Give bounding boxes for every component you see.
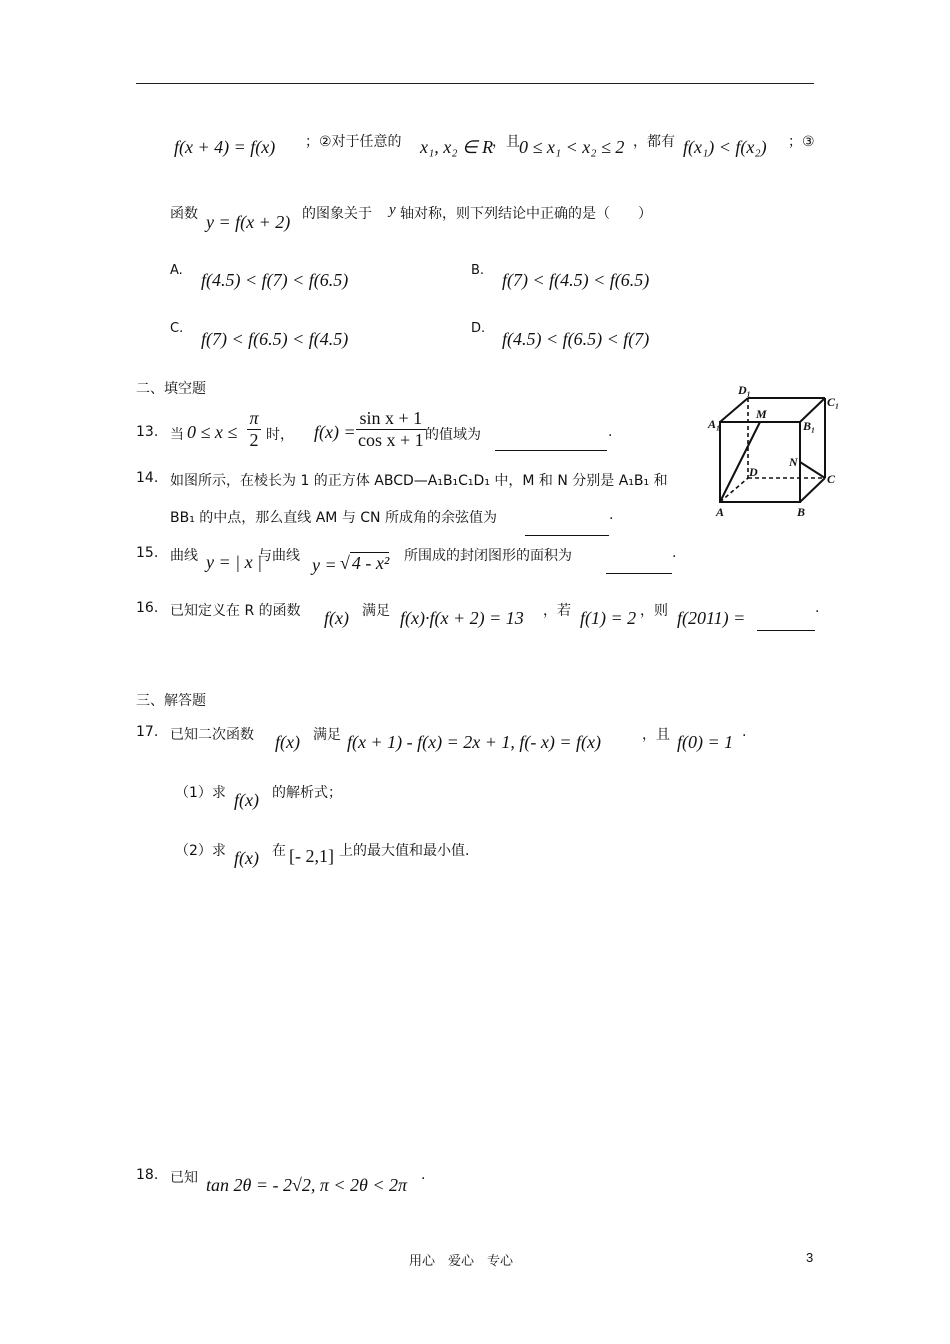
- q17-condition: f(x + 1) - f(x) = 2x + 1, f(- x) = f(x): [347, 732, 601, 752]
- q15-radicand: 4 - x²: [351, 553, 390, 573]
- q12-text-cond3: ；③: [788, 134, 815, 150]
- q16-answer-blank[interactable]: [757, 616, 815, 635]
- q13-number: 13.: [136, 424, 159, 440]
- q17-sub2-text-on: 在: [272, 843, 286, 859]
- option-c-label: C.: [170, 321, 184, 336]
- q16-text-then: ，则: [640, 603, 668, 619]
- line-am: [720, 422, 760, 502]
- q16-period: .: [815, 600, 820, 616]
- q16-text-defined: 已知定义在 R 的函数: [170, 603, 301, 619]
- q12-text-has: ，都有: [633, 134, 675, 150]
- q14-period: .: [609, 507, 614, 523]
- option-a-label: A.: [170, 263, 183, 278]
- q12-conclusion: f(x₁) < f(x₂): [683, 137, 767, 157]
- q15-text-area: 所围成的封闭图形的面积为: [404, 548, 572, 564]
- q15-text-curve: 曲线: [170, 548, 198, 564]
- cube-front-face: [720, 422, 800, 502]
- label-d: D: [749, 465, 758, 479]
- q17-sub1-fx: f(x): [234, 790, 259, 810]
- q18-number: 18.: [136, 1167, 159, 1183]
- cube-edge-bc: [800, 478, 825, 502]
- option-d-label: D.: [471, 321, 486, 336]
- q15-eq2-lhs: y =: [312, 555, 337, 575]
- q17-text-given: 已知二次函数: [170, 727, 254, 743]
- q13-pi-frac: [246, 408, 262, 451]
- q12-y-var: y: [389, 202, 396, 218]
- q14-number: 14.: [136, 470, 159, 486]
- q13-pi: π: [249, 408, 259, 428]
- q17-sub2-text-max-min: 上的最大值和最小值.: [339, 843, 470, 859]
- q17-sub1-label: （1）求: [175, 785, 226, 801]
- q13-period: .: [608, 424, 613, 440]
- q17-period: .: [742, 724, 747, 740]
- q16-condition: f(x)·f(x + 2) = 13: [400, 608, 524, 628]
- q17-number: 17.: [136, 724, 159, 740]
- q17-condition2: f(0) = 1: [677, 732, 734, 752]
- q12-text-cond2: ；②对于任意的: [305, 134, 402, 150]
- label-d1: D₁: [738, 383, 751, 397]
- option-b-expr: f(7) < f(4.5) < f(6.5): [502, 270, 650, 290]
- q15-text-and-curve: 与曲线: [258, 548, 300, 564]
- section-fill-blank-title: 二、填空题: [136, 381, 206, 397]
- q15-sqrt: √ 4 - x²: [340, 553, 390, 573]
- q16-condition2: f(1) = 2: [580, 608, 637, 628]
- q13-denominator: cos x + 1: [358, 430, 424, 450]
- label-a: A: [716, 505, 725, 519]
- q13-numerator: sin x + 1: [356, 408, 426, 430]
- page-number: 3: [806, 1250, 814, 1265]
- option-c-expr: f(7) < f(6.5) < f(4.5): [201, 329, 349, 349]
- q14-line2: BB₁ 的中点，那么直线 AM 与 CN 所成角的余弦值为: [170, 510, 497, 526]
- option-d-expr: f(4.5) < f(6.5) < f(7): [502, 329, 650, 349]
- q17-sub2-interval: [- 2,1]: [289, 846, 334, 866]
- label-c: C: [827, 472, 836, 486]
- label-b1: B₁: [803, 419, 816, 433]
- q13-text-range: 的值域为: [425, 427, 481, 443]
- q13-range: 0 ≤ x ≤: [187, 422, 238, 442]
- q13-fx: f(x) =: [314, 422, 356, 442]
- q16-text-if: ，若: [543, 603, 571, 619]
- q14-line1: 如图所示，在棱长为 1 的正方体 ABCD—A₁B₁C₁D₁ 中，M 和 N 分别是 A₁B₁ 和: [170, 473, 668, 489]
- q12-text-function: 函数: [170, 206, 198, 222]
- q12-eq-periodic: f(x + 4) = f(x): [174, 137, 276, 157]
- footer-motto: 用心 爱心 专心: [409, 1254, 514, 1269]
- q12-eq-shift: y = f(x + 2): [206, 212, 291, 232]
- cube-figure: [700, 380, 850, 520]
- q15-answer-blank[interactable]: [606, 559, 672, 578]
- q12-text-graph: 的图象关于: [302, 206, 372, 222]
- q13-text-time: 时，: [266, 427, 294, 443]
- q12-ineq: 0 ≤ x₁ < x₂ ≤ 2: [519, 137, 625, 157]
- q16-fx: f(x): [324, 608, 349, 628]
- q15-period: .: [672, 545, 677, 561]
- header-rule: [136, 83, 814, 84]
- q18-period: .: [421, 1167, 426, 1183]
- q15-eq1: y = | x |: [206, 552, 263, 572]
- q12-text-and: ，且: [492, 134, 520, 150]
- q16-number: 16.: [136, 600, 159, 616]
- q17-sub2-fx: f(x): [234, 848, 259, 868]
- q17-fx: f(x): [275, 732, 300, 752]
- label-b: B: [797, 505, 806, 519]
- q12-text-symmetric: 轴对称，则下列结论中正确的是（ ）: [400, 206, 652, 222]
- label-m: M: [756, 407, 767, 421]
- section-solve-title: 三、解答题: [136, 693, 206, 709]
- label-n: N: [789, 455, 798, 469]
- q16-ask: f(2011) =: [677, 608, 746, 628]
- cube-edge-a1d1: [720, 398, 748, 422]
- option-b-label: B.: [471, 263, 485, 278]
- q18-text-given: 已知: [170, 1170, 198, 1186]
- q17-text-and: ，且: [642, 727, 670, 743]
- q15-number: 15.: [136, 545, 159, 561]
- line-cn: [800, 462, 825, 478]
- label-a1: A₁: [708, 417, 721, 431]
- q12-vars: x₁, x₂ ∈ R: [420, 137, 494, 157]
- q14-answer-blank[interactable]: [525, 521, 609, 540]
- q17-sub1-text: 的解析式；: [272, 785, 342, 801]
- cube-edge-ad-hidden: [720, 478, 748, 502]
- q18-condition: tan 2θ = - 2√2, π < 2θ < 2π: [206, 1175, 408, 1195]
- label-c1: C₁: [827, 395, 840, 409]
- q13-two: 2: [249, 430, 259, 450]
- q17-text-satisfies: 满足: [313, 727, 341, 743]
- q13-text-when: 当: [170, 427, 184, 443]
- q13-fraction: [356, 408, 426, 451]
- q13-answer-blank[interactable]: [495, 436, 607, 455]
- q16-text-satisfies: 满足: [362, 603, 390, 619]
- q17-sub2-label: （2）求: [175, 843, 226, 859]
- option-a-expr: f(4.5) < f(7) < f(6.5): [201, 270, 349, 290]
